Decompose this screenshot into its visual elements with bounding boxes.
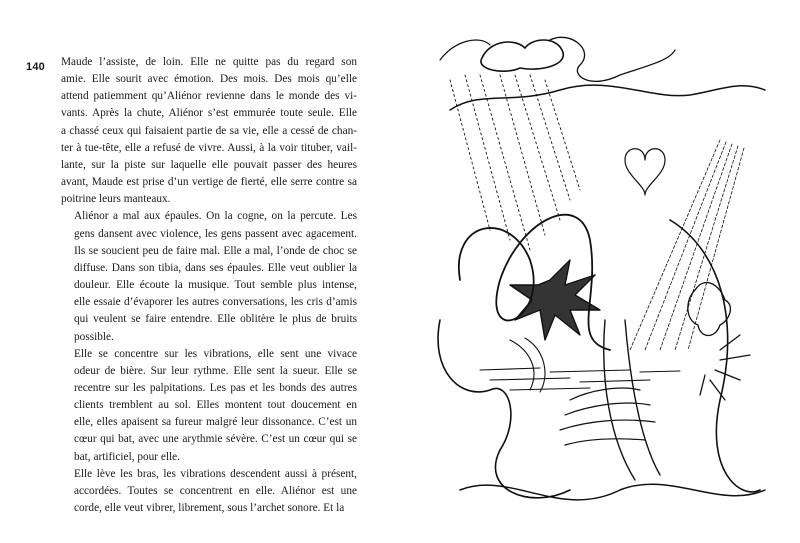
text-line: elle essaie d’évaporer les autres conversations, les cris d’amis <box>74 296 357 309</box>
text-line: Elle lève les bras, les vibrations descendent aussi à présent, <box>74 467 357 480</box>
swirl-line <box>550 37 675 81</box>
text-line: amie. Elle sourit avec émotion. Des mois. Des mois qu’elle <box>61 73 357 86</box>
paragraph <box>61 346 357 466</box>
bottom-wave <box>460 484 765 500</box>
text-line: vants. Après la chute, Aliénor s’est emmurée toute seule. Elle <box>61 107 357 120</box>
text-line: gens dansent avec violence, les gens passent avec agacement. <box>74 227 357 240</box>
cloud-shape <box>481 40 563 71</box>
text-line: clients tremblent au sol. Elles montent tout doucement en <box>74 399 357 412</box>
text-line: Elle se concentre sur les vibrations, elle sent une vivace <box>74 347 357 360</box>
starburst <box>510 260 600 340</box>
text-line: cœur qui bat, avec une arythmie sévère. C’est un cœur qui se <box>74 433 357 446</box>
page-number: 140 <box>26 61 45 73</box>
text-line: lante, sur la piste sur laquelle elle pouvait passer des heures <box>61 158 357 171</box>
text-line: a chassé ceux qui faisaient partie de sa vie, elle a cessé de chan- <box>61 124 357 137</box>
body-text <box>61 54 357 517</box>
abstract-illustration <box>420 20 780 530</box>
text-line: elle, elles apaisent sa fureur malgré leur dissonance. C’est un <box>74 416 357 429</box>
text-line: bat, artificiel, pour elle. <box>74 450 181 463</box>
small-burst <box>700 335 750 400</box>
pillar-shape <box>604 320 660 480</box>
line-drawing <box>420 20 780 530</box>
text-line: douleur. Elle écoute la musique. Tout semble plus intense, <box>74 279 357 292</box>
text-line: diffuse. Dans son tibia, dans ses épaules. Elle veut oublier la <box>74 261 357 274</box>
text-line: accordées. Toutes se concentrent en elle. Aliénor est une <box>74 484 357 497</box>
text-line: recentre sur les palpitations. Les pas et les bonds des autres <box>74 381 357 394</box>
text-line: possible. <box>74 330 114 343</box>
left-figure <box>438 320 570 498</box>
paragraph <box>61 208 357 345</box>
text-line: corde, elle veut vibrer, librement, sous l’archet sonore. Et la <box>74 502 345 515</box>
text-line: avant, Maude est prise d’un vertige de fierté, elle serre contre sa <box>61 176 357 189</box>
text-line: poitrine leurs manteaux. <box>61 193 171 206</box>
text-line: qui veulent se faire entendre. Elle oblitère le plus de bruits <box>74 313 357 326</box>
funnel-shape <box>510 338 545 392</box>
text-line: Aliénor a mal aux épaules. On la cogne, on la percute. Les <box>74 210 357 223</box>
text-line: ter à tue-tête, elle a refusé de vivre. Aussi, à la voir tituber, vail- <box>61 141 357 154</box>
text-line: odeur de bière. Sur leur rythme. Elle sent la sueur. Elle se <box>74 364 357 377</box>
text-line: Ils se soucient peu de faire mal. Elle a mal, l’onde de choc se <box>74 244 357 257</box>
paragraph <box>61 54 357 208</box>
horizon-curve <box>450 85 765 110</box>
text-line: attend patiemment qu’Aliénor revienne dans le monde des vi- <box>61 90 357 103</box>
text-line: Maude l’assiste, de loin. Elle ne quitte pas du regard son <box>61 56 357 68</box>
paragraph <box>61 466 357 517</box>
heart-shape <box>625 149 665 195</box>
water-lines <box>480 368 680 390</box>
